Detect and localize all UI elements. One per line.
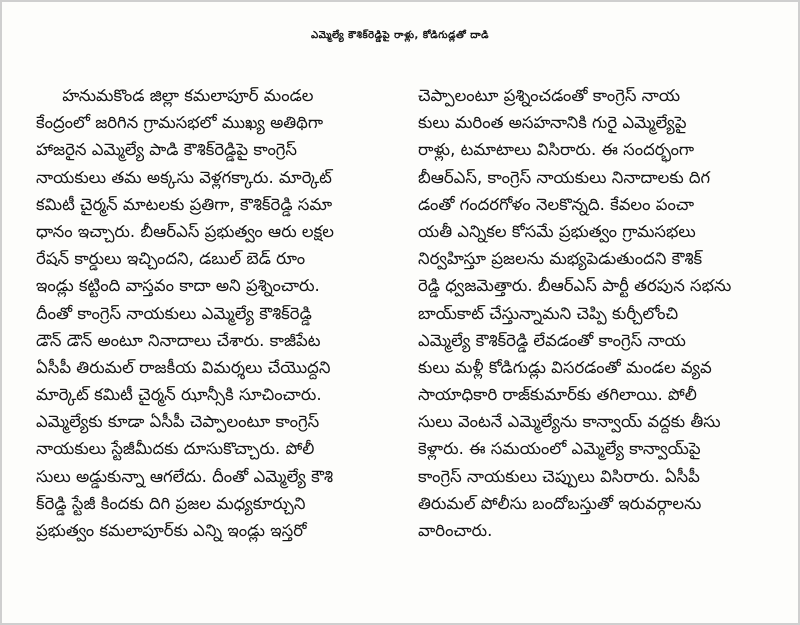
body-text-line: రాళ్లు, టమాటాలు విసిరారు. ఈ సందర్భంగా: [418, 140, 695, 160]
body-text-line: తిరుమల్ పోలీసు బందోబస్తుతో ఇరువర్గాలను: [418, 493, 702, 513]
body-text-line: క్‌రెడ్డి స్టేజీ కిందకు దిగి ప్రజల మధ్యకూర్చుని: [36, 493, 306, 513]
body-text-line: డంతో గందరగోళం నెలకొన్నది. కేవలం పంచా: [418, 194, 695, 214]
body-text-line: డౌన్ డౌన్ అంటూ నినాదాలు చేశారు. కాజీపేట: [36, 330, 321, 350]
body-text-line: కులు మరింత అసహనానికి గురై ఎమ్మెల్యేపై: [418, 113, 687, 133]
body-text-line: దీంతో కాంగ్రెస్ నాయకులు ఎమ్మెల్యే కౌశిక్‌రెడ్డి: [36, 303, 312, 323]
body-text-line: యతీ ఎన్నికల కోసమే ప్రభుత్వం గ్రామసభలు: [418, 221, 696, 241]
body-text-line: బాయ్‌కాట్ చేస్తున్నామని చెప్పి కుర్చీలోంచి: [418, 303, 679, 323]
body-text-line: చెప్పాలంటూ ప్రశ్నించడంతో కాంగ్రెస్ నాయ: [418, 86, 681, 105]
left-text-column: [36, 82, 388, 544]
body-text-line: వారించారు.: [418, 521, 493, 540]
body-text-line: సులు వెంటనే ఎమ్మెల్యేను కాన్వాయ్ వద్దకు తీసు: [418, 412, 721, 432]
article-headline: ఎమ్మెల్యే కౌశిక్‌రెడ్డిపై రాళ్లు, కోడిగుడ్లతో దాడి: [310, 30, 490, 41]
body-text-line: హనుమకొండ జిల్లా కమలాపూర్ మండల: [36, 86, 314, 105]
body-text-line: రెడ్డి ధ్వజమెత్తారు. బీఆర్ఎస్ పార్టీ తరపున సభను: [418, 276, 732, 296]
body-text-line: నాయకులు తమ అక్కసు వెళ్లగక్కారు. మార్కెట్: [36, 167, 332, 187]
body-text-line: బీఆర్ఎస్, కాంగ్రెస్ నాయకులు నినాదాలకు దిగ: [418, 167, 711, 187]
body-text-line: కులు మళ్లీ కోడిగుడ్లు విసరడంతో మండల వ్యవ: [418, 357, 712, 377]
body-text-line: కాంగ్రెస్ నాయకులు చెప్పులు విసిరారు. ఏసీపీ: [418, 466, 700, 486]
body-text-line: హాజరైన ఎమ్మెల్యే పాడి కౌశిక్‌రెడ్డిపై కాంగ్రెస్: [36, 140, 298, 160]
body-text-line: ప్రభుత్వం కమలాపూర్‌కు ఎన్ని ఇండ్లు ఇస్తరో: [36, 521, 307, 540]
right-text-column: [418, 82, 774, 544]
body-text-line: ధానం ఇచ్చారు. బీఆర్ఎస్ ప్రభుత్వం ఆరు లక్షల: [36, 221, 334, 241]
body-text-line: ఎమ్మెల్యేకు కూడా ఏసీపీ చెప్పాలంటూ కాంగ్రెస్: [36, 412, 320, 432]
body-text-line: సాయాధికారి రాజ్‌కుమార్‌కు తగిలాయి. పోలీ: [418, 385, 697, 405]
body-text-line: ఏసీపీ తిరుమల్ రాజకీయ విమర్శలు చేయొద్దని: [36, 357, 331, 377]
body-text-line: కెళ్లారు. ఈ సమయంలో ఎమ్మెల్యే కాన్వాయ్‌పై: [418, 439, 701, 459]
body-text-line: ఎమ్మెల్యే కౌశిక్‌రెడ్డి లేవడంతో కాంగ్రెస్ నాయ: [418, 330, 686, 350]
body-text-line: కమిటీ చైర్మన్ మాటలకు ప్రతిగా, కౌశిక్‌రెడ్డి సమా: [36, 194, 333, 214]
body-text-line: సులు అడ్డుకున్నా ఆగలేదు. దీంతో ఎమ్మెల్యే కౌశి: [36, 466, 334, 486]
body-text-line: రేషన్ కార్డులు ఇచ్చిందని, డబుల్ బెడ్ రూం: [36, 249, 306, 269]
body-text-line: ఇండ్లు కట్టింది వాస్తవం కాదా అని ప్రశ్నించారు.: [36, 276, 320, 296]
body-text-line: నాయకులు స్టేజీమీదకు దూసుకొచ్చారు. పోలీ: [36, 439, 315, 459]
body-text-line: మార్కెట్ కమిటీ చైర్మన్ ఝాన్సీకి సూచించారు.: [36, 385, 322, 405]
body-text-line: నిర్వహిస్తూ ప్రజలను మభ్యపెడుతుందని కౌశిక్: [418, 249, 703, 269]
body-text-line: కేంద్రంలో జరిగిన గ్రామసభలో ముఖ్య అతిథిగా: [36, 113, 324, 133]
